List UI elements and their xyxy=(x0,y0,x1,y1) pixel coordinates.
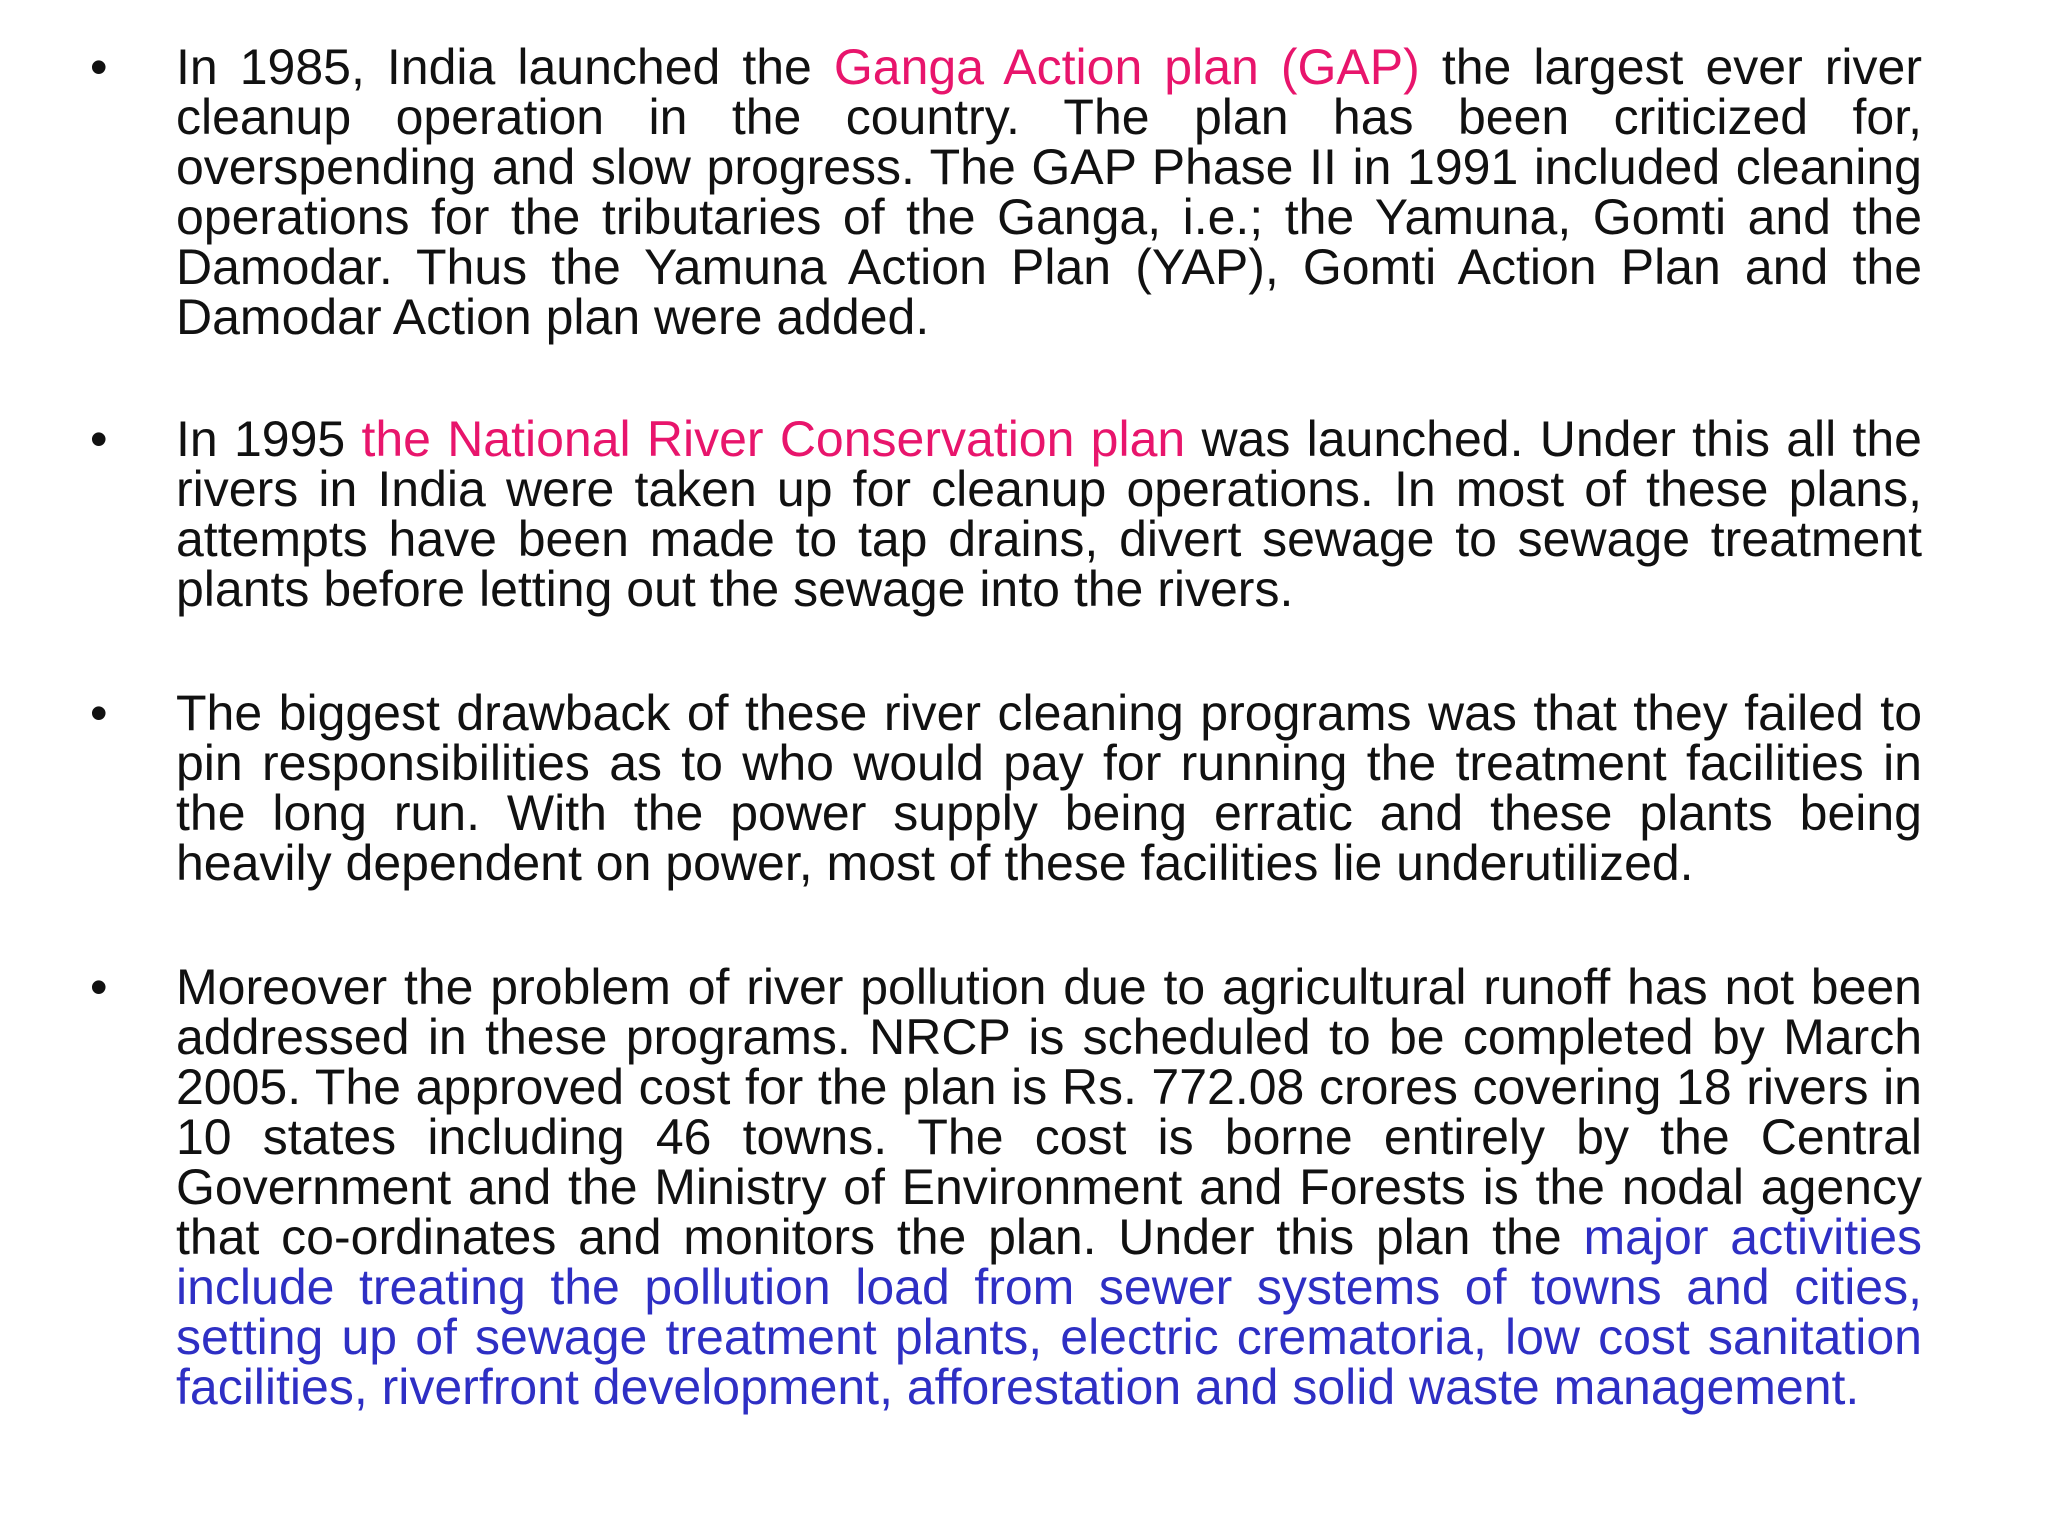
bullet-text: The biggest drawback of these river cleaning programs was that they failed to pin responsibilities as to who would pay for running the treatment facilities in the long run. With the power supply being erratic and these plants being heavily dependent on power, most of these facilities lie underutilized. xyxy=(176,685,1922,891)
bullet-text-before: In 1995 xyxy=(176,411,362,467)
bullet-text-before: Moreover the problem of river pollution due to agricultural runoff has not been addressed in these programs. NRCP is scheduled to be completed by March 2005. The approved cost for the plan is Rs. 772.08 crores covering 18 rivers in 10 states including 46 towns. The cost is borne entirely by the Central Government and the Ministry of Environment and Forests is the nodal agency that co-ordinates and monitors the plan. Under this plan the xyxy=(176,959,1922,1265)
bullet-text xyxy=(176,39,1922,345)
bullet-text-before: In 1985, India launched the xyxy=(176,39,834,95)
bullet-icon: • xyxy=(90,685,108,741)
highlight-gap: Ganga Action plan (GAP) xyxy=(833,39,1420,95)
highlight-activities: major activities include treating the pollution load from sewer systems of towns and cities, setting up of sewage treatment plants, electric crematoria, low cost sanitation facilities, riverfront development, afforestation and solid waste management. xyxy=(176,1209,1922,1415)
bullet-text xyxy=(176,411,1922,617)
highlight-nrcp: the National River Conservation plan xyxy=(361,411,1186,467)
bullet-text-after: was launched. Under this all the rivers in India were taken up for cleanup operations. In most of these plans, attempts have been made to tap drains, divert sewage to sewage treatment plants before letting out the sewage into the rivers. xyxy=(176,411,1922,617)
bullet-text xyxy=(176,959,1922,1415)
bullet-icon: • xyxy=(90,411,108,467)
bullet-text-after: the largest ever river cleanup operation in the country. The plan has been criticized for, overspending and slow progress. The GAP Phase II in 1991 included cleaning operations for the tributaries of the Ganga, i.e.; the Yamuna, Gomti and the Damodar. Thus the Yamuna Action Plan (YAP), Gomti Action Plan and the Damodar Action plan were added. xyxy=(176,39,1922,345)
bullet-icon: • xyxy=(90,959,108,1015)
bullet-icon: • xyxy=(90,39,108,95)
